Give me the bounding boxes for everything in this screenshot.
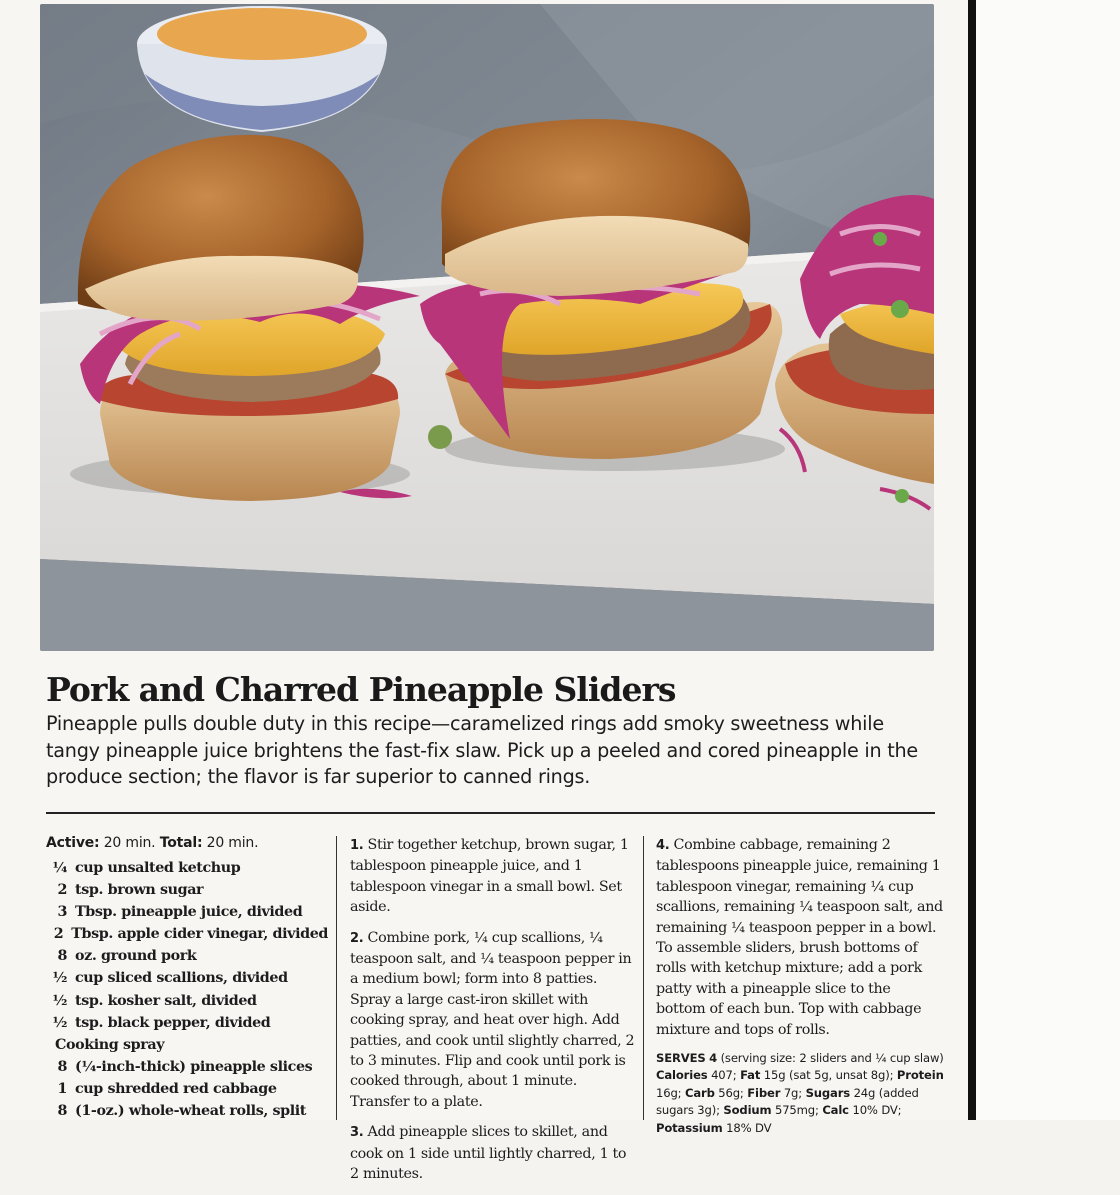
sugars-value: 24g (added sugars 3g);	[656, 1085, 919, 1118]
step-number: 4.	[656, 838, 670, 853]
section-divider	[46, 812, 935, 814]
ingredient-qty: 8	[57, 948, 67, 965]
ingredient-item	[46, 945, 328, 967]
sugars-label: Sugars	[805, 1085, 851, 1100]
ingredient-item	[46, 879, 328, 901]
instructions-column-2	[644, 835, 944, 1137]
step-text: Combine cabbage, remaining 2 tablespoons pineapple juice, remaining 1 tablespoon vinegar, remaining ¼ cup scallions, remaining ¼ teaspoon salt, and remaining ¼ teaspoon pepper in a bowl. To assemble sliders, brush bottoms of rolls with ketchup mixture; add a pork patty with a pineapple slice to the bottom of each bun. Top with cabbage mixture and tops of rolls.	[656, 837, 943, 1038]
ingredient-item	[46, 901, 328, 923]
ingredient-text: tsp. kosher salt, divided	[75, 992, 257, 1009]
ingredient-text: cup shredded red cabbage	[75, 1080, 277, 1097]
fiber-label: Fiber	[747, 1085, 781, 1100]
instruction-step	[644, 835, 944, 1040]
ingredients-column	[46, 835, 328, 1122]
ingredient-qty: 1	[57, 1080, 67, 1097]
calories-label: Calories	[656, 1068, 708, 1083]
ingredient-qty: 2	[57, 882, 67, 899]
sliders-photo-illustration	[40, 4, 934, 651]
fat-label: Fat	[740, 1068, 761, 1083]
recipe-description: Pineapple pulls double duty in this recipe—caramelized rings add smoky sweetness while tangy pineapple juice brightens the fast-fix slaw. Pick up a peeled and cored pineapple in the produce section; the flavor is far superior to canned rings.	[46, 712, 918, 788]
ingredient-list	[46, 857, 328, 1122]
step-number: 1.	[350, 838, 364, 853]
potassium-label: Potassium	[656, 1120, 723, 1135]
ingredient-item	[46, 1100, 328, 1122]
carb-label: Carb	[684, 1085, 715, 1100]
fiber-value: 7g;	[783, 1085, 803, 1100]
instruction-step	[338, 1122, 636, 1184]
calc-value: 10% DV;	[852, 1103, 902, 1118]
step-text: Combine pork, ¼ cup scallions, ¼ teaspoon salt, and ¼ teaspoon pepper in a medium bowl; form into 8 patties. Spray a large cast-iron skillet with cooking spray, and heat over high. Add patties, and cook until slightly charred, 2 to 3 minutes. Flip and cook until pork is cooked through, about 1 minute. Transfer to a plate.	[350, 929, 635, 1110]
ingredient-item	[46, 1012, 328, 1034]
ingredient-text: oz. ground pork	[75, 948, 197, 965]
step-text: Stir together ketchup, brown sugar, 1 tablespoon pineapple juice, and 1 tablespoon vinegar in a small bowl. Set aside.	[350, 837, 629, 916]
ingredient-text: (¼-inch-thick) pineapple slices	[75, 1058, 313, 1075]
column-divider	[336, 836, 337, 1120]
calories-value: 407;	[711, 1068, 737, 1083]
active-time-value: 20 min.	[103, 835, 156, 851]
serves-value: 4	[709, 1051, 718, 1066]
ingredient-text: (1-oz.) whole-wheat rolls, split	[75, 1103, 307, 1120]
total-time-value: 20 min.	[206, 835, 259, 851]
active-time-label: Active:	[46, 835, 100, 851]
ingredient-qty: ½	[52, 970, 67, 987]
ingredient-item	[46, 990, 328, 1012]
ingredient-item	[46, 923, 328, 945]
ingredient-item	[46, 1034, 328, 1056]
ingredient-qty: 8	[57, 1103, 67, 1120]
ingredient-qty: ¼	[52, 860, 67, 876]
ingredient-text: Tbsp. pineapple juice, divided	[75, 904, 303, 921]
ingredient-text: cup unsalted ketchup	[75, 860, 241, 876]
ingredient-item	[46, 1056, 328, 1078]
potassium-value: 18% DV	[726, 1120, 772, 1135]
ingredient-qty: 2	[53, 926, 64, 943]
page-gutter	[968, 0, 976, 1120]
ingredient-text: Tbsp. apple cider vinegar, divided	[71, 926, 328, 943]
serving-size: (serving size: 2 sliders and ¼ cup slaw)	[720, 1051, 944, 1066]
ingredient-item	[46, 1078, 328, 1100]
ingredient-qty: ½	[52, 992, 67, 1009]
instructions-column-1	[338, 835, 636, 1195]
total-time-label: Total:	[159, 835, 203, 851]
sodium-label: Sodium	[723, 1103, 772, 1118]
sodium-value: 575mg;	[774, 1103, 819, 1118]
ingredient-text: cup sliced scallions, divided	[75, 970, 288, 987]
recipe-photo	[40, 4, 934, 651]
recipe-title: Pork and Charred Pineapple Sliders	[46, 670, 676, 709]
instruction-step	[338, 835, 636, 918]
carb-value: 56g;	[718, 1085, 744, 1100]
fat-value: 15g (sat 5g, unsat 8g);	[763, 1068, 894, 1083]
protein-value: 16g;	[656, 1085, 682, 1100]
serves-label: SERVES	[656, 1051, 706, 1066]
nutrition-info	[644, 1050, 944, 1137]
facing-page-margin	[976, 0, 1120, 1120]
ingredient-qty: 3	[57, 904, 67, 921]
ingredient-text: tsp. brown sugar	[75, 882, 204, 899]
step-number: 2.	[350, 930, 364, 946]
step-number: 3.	[350, 1125, 364, 1141]
ingredient-text: tsp. black pepper, divided	[75, 1014, 271, 1031]
protein-label: Protein	[896, 1068, 944, 1083]
ingredient-item	[46, 857, 328, 879]
recipe-times	[46, 835, 328, 851]
slider-2	[420, 119, 785, 471]
ingredient-qty: ½	[52, 1014, 67, 1031]
ingredient-item	[46, 967, 328, 989]
step-text: Add pineapple slices to skillet, and cook on 1 side until lightly charred, 1 to 2 minutes.	[350, 1124, 627, 1183]
instruction-step	[338, 928, 636, 1113]
calc-label: Calc	[822, 1103, 849, 1118]
ingredient-text: Cooking spray	[55, 1036, 165, 1053]
ingredient-qty: 8	[57, 1058, 67, 1075]
